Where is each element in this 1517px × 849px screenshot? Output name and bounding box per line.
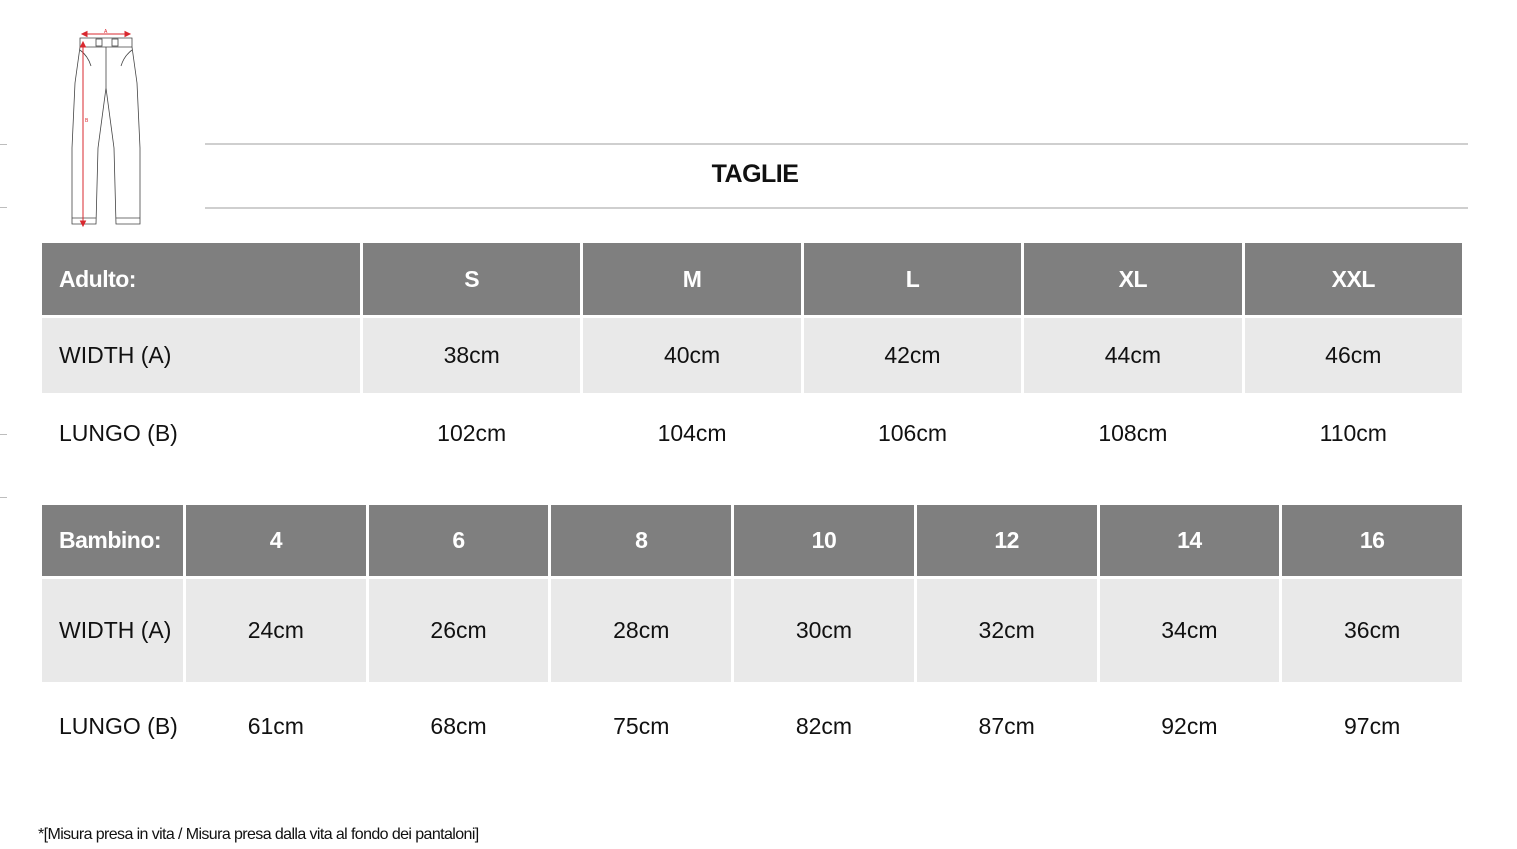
child-size-6: 6	[369, 505, 549, 579]
edge-tick	[0, 144, 7, 145]
page-title: TAGLIE	[711, 160, 799, 188]
table-cell: 110cm	[1319, 419, 1387, 446]
row-label: WIDTH (A)	[42, 318, 360, 393]
child-width-row	[42, 579, 1462, 682]
row-label: LUNGO (B)	[59, 419, 178, 446]
table-cell: 34cm	[1100, 579, 1280, 682]
table-cell: 38cm	[363, 318, 580, 393]
table-cell: 40cm	[583, 318, 800, 393]
measurement-footnote: *[Misura presa in vita / Misura presa dalla vita al fondo dei pantaloni]	[38, 826, 479, 843]
table-cell: 102cm	[437, 419, 507, 446]
adult-header-label: Adulto:	[42, 243, 360, 318]
title-top-rule	[205, 143, 1468, 145]
row-label: LUNGO (B)	[59, 712, 178, 739]
table-cell: 32cm	[917, 579, 1097, 682]
trousers-measurement-illustration	[60, 28, 152, 232]
adult-size-xxl: XXL	[1245, 243, 1462, 318]
adult-header-row	[42, 243, 1462, 318]
adult-width-row	[42, 318, 1462, 393]
adult-size-xl: XL	[1024, 243, 1241, 318]
child-length-row	[42, 682, 1462, 770]
table-cell: 44cm	[1024, 318, 1241, 393]
adult-size-m: M	[583, 243, 800, 318]
table-cell: 92cm	[1161, 712, 1218, 739]
adult-size-s: S	[363, 243, 580, 318]
table-cell: 24cm	[186, 579, 366, 682]
child-header-row	[42, 505, 1462, 579]
table-cell: 108cm	[1098, 419, 1168, 446]
table-cell: 61cm	[247, 712, 304, 739]
child-size-table	[39, 505, 1465, 770]
label-b: B	[85, 118, 89, 124]
edge-tick	[0, 497, 7, 498]
table-cell: 106cm	[877, 419, 947, 446]
table-cell: 28cm	[551, 579, 731, 682]
table-cell: 26cm	[369, 579, 549, 682]
table-cell: 75cm	[613, 712, 670, 739]
table-cell: 87cm	[978, 712, 1035, 739]
edge-tick	[0, 434, 7, 435]
adult-size-table	[39, 243, 1465, 473]
row-label: WIDTH (A)	[42, 579, 183, 682]
table-cell: 30cm	[734, 579, 914, 682]
child-size-14: 14	[1100, 505, 1280, 579]
title-bottom-rule	[205, 207, 1468, 209]
label-a: A	[104, 29, 108, 35]
child-size-8: 8	[551, 505, 731, 579]
table-cell: 104cm	[657, 419, 727, 446]
child-size-4: 4	[186, 505, 366, 579]
table-cell: 97cm	[1343, 712, 1401, 739]
table-cell: 68cm	[430, 712, 487, 739]
child-size-10: 10	[734, 505, 914, 579]
table-cell: 36cm	[1282, 579, 1462, 682]
child-header-label: Bambino:	[42, 505, 183, 579]
table-cell: 82cm	[795, 712, 853, 739]
adult-length-row	[42, 393, 1462, 473]
table-cell: 46cm	[1245, 318, 1462, 393]
child-size-16: 16	[1282, 505, 1462, 579]
adult-size-l: L	[804, 243, 1021, 318]
table-cell: 42cm	[804, 318, 1021, 393]
child-size-12: 12	[917, 505, 1097, 579]
edge-tick	[0, 207, 7, 208]
